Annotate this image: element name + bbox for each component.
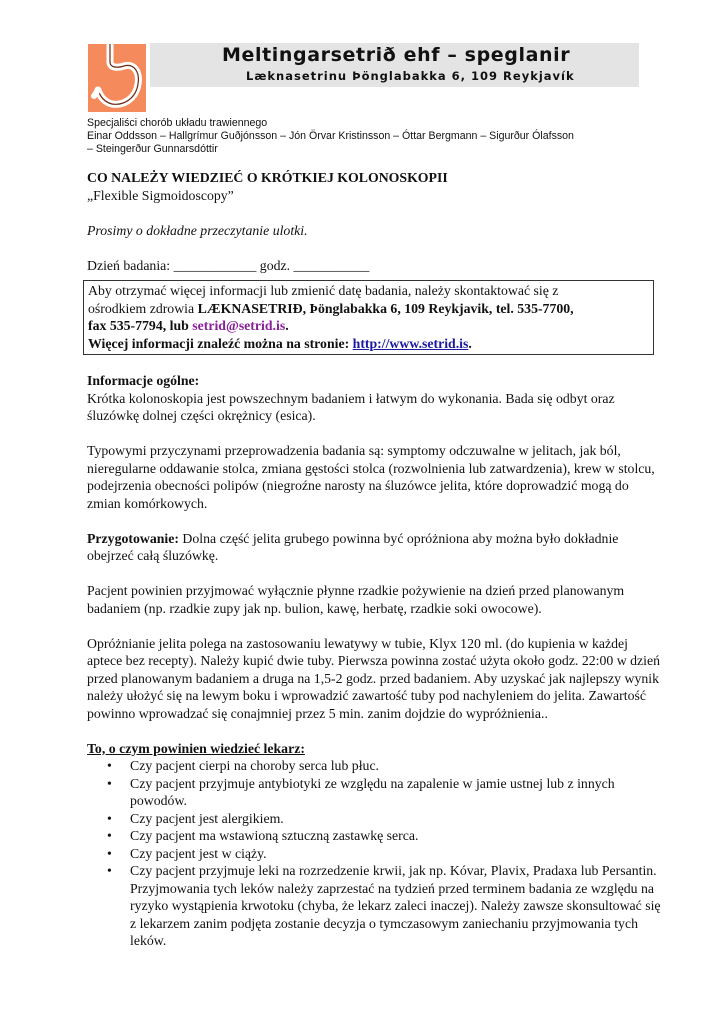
contact-line1: Aby otrzymać więcej informacji lub zmienić datę badania, należy skontaktować się z: [88, 283, 559, 298]
general-text: Krótka kolonoskopia jest powszechnym badaniem i łatwym do wykonania. Bada się odbyt oraz śluzówkę dolnej części okrężnicy (esica).: [87, 390, 615, 423]
list-item-text: Czy pacjent jest alergikiem.: [130, 810, 284, 826]
doc-title: CO NALEŻY WIEDZIEĆ O KRÓTKIEJ KOLONOSKOPII: [87, 170, 448, 185]
list-item: [87, 810, 662, 828]
bullet: •: [107, 845, 112, 861]
bullet: •: [107, 758, 112, 773]
read-notice: Prosimy o dokładne przeczytanie ulotki.: [87, 222, 308, 238]
staff-names: Einar Oddsson – Hallgrímur Guðjónsson – Jón Örvar Kristinsson – Óttar Bergmann – Sigurður Ólafsson: [87, 130, 574, 142]
list-item-text: Czy pacjent ma wstawioną sztuczną zastawkę serca.: [130, 828, 419, 843]
reasons-text: Typowymi przyczynami przeprowadzenia badania są: symptomy odczuwalne w jelitach, jak ból, nieregularne oddawanie stolca, zmiana gęstości stolca (rozwolnienia lub zatwardzenia), krew w stolcu, podejrzenia obecności polipów (niegroźne narosty na śluzówce jelita, które doprowadzić mogą do zmian komórkowych.: [87, 443, 655, 511]
bullet: •: [107, 775, 112, 791]
contact-line4-end: .: [468, 335, 472, 351]
general-heading: Informacje ogólne:: [87, 373, 200, 388]
website-link[interactable]: http://www.setrid.is: [352, 335, 469, 351]
doc-subtitle: „Flexible Sigmoidoscopy”: [87, 187, 234, 203]
list-item-text: Czy pacjent jest w ciąży.: [130, 845, 267, 861]
list-item: [87, 862, 662, 950]
bullet: •: [107, 828, 112, 843]
staff-specialty: Specjaliści chorób układu trawiennego: [87, 117, 268, 129]
list-item: [87, 757, 662, 775]
prep-text: Dolna część jelita grubego powinna być opróżniona aby można było dokładnie obejrzeć całą śluzówkę.: [87, 530, 619, 563]
enema-text: Opróżnianie jelita polega na zastosowaniu lewatywy w tubie, Klyx 120 ml. (do kupienia w każdej aptece bez recepty). Należy kupić dwie tuby. Pierwsza powinna zostać użyta około godz. 22:00 w dzień przed planowanym badaniem a druga na 1,5-2 godz. przed badaniem. Aby uzyskać jak najlepszy wynik należy ułożyć się na lewym boku i wprowadzić zawartość tuby pod nachyleniem do jelita. Zawartość powinno wprowadzać się conajmniej przez 5 min. zanim dojdzie do wypróżnienia..: [87, 635, 661, 721]
list-item-text: Czy pacjent przyjmuje leki na rozrzedzenie krwii, jak np. Kóvar, Plavix, Pradaxa lub Persantin. Przyjmowania tych leków należy zaprzestać na tydzień przed terminem badania ze względu na ryzyko wystąpienia krwotoku (chyba, że lekarz zaleci inaczej). Należy zawsze skonsultować się z lekarzem zanim podjęta zostanie decyzja o tymczasowym zaniechaniu przyjmowania tych leków.: [130, 863, 661, 948]
company-name: Meltingarsetrið ehf – speglanir: [222, 44, 571, 66]
list-item: [87, 775, 662, 810]
list-item: [87, 845, 662, 863]
doctor-list: [87, 757, 662, 950]
prep-heading: Przygotowanie:: [87, 530, 179, 546]
list-item: [87, 827, 662, 845]
contact-clinic: LÆKNASETRIÐ, Þönglabakka 6, 109 Reykjavik, tel. 535-7700,: [197, 300, 574, 316]
prep-paragraph: [87, 530, 662, 565]
staff-list: [87, 117, 647, 156]
bullet: •: [107, 863, 112, 878]
stomach-logo-icon: [88, 44, 146, 112]
contact-line3-end: .: [285, 318, 289, 333]
bullet: •: [107, 810, 112, 826]
contact-line2: [88, 300, 649, 318]
staff-names-cont: – Steingerður Gunnarsdóttir: [87, 143, 218, 155]
contact-box: [83, 280, 654, 355]
contact-line2-plain: ośrodkiem zdrowia: [88, 300, 198, 316]
contact-web-label: Więcej informacji znaleźć można na stronie:: [88, 335, 353, 351]
contact-email-link[interactable]: setrid@setrid.is: [192, 318, 286, 333]
company-address: Læknasetrinu Þönglabakka 6, 109 Reykjavík: [246, 69, 575, 83]
list-item-text: Czy pacjent cierpi na choroby serca lub płuc.: [130, 758, 380, 773]
contact-line4: [88, 335, 649, 353]
contact-line3: [88, 317, 649, 335]
diet-text: Pacjent powinien przyjmować wyłącznie płynne rzadkie pożywienie na dzień przed planowanym badaniem (np. rzadkie zupy jak np. bulion, kawę, herbatę, rzadkie soki owocowe).: [87, 583, 625, 616]
doctor-heading: To, o czym powinien wiedzieć lekarz:: [87, 740, 305, 756]
exam-date-line: Dzień badania: ____________ godz. ___________: [87, 257, 370, 273]
contact-fax: fax 535-7794, lub: [88, 318, 193, 333]
document-body: [87, 169, 662, 950]
list-item-text: Czy pacjent przyjmuje antybiotyki ze względu na zapalenie w jamie ustnej lub z innych powodów.: [130, 775, 615, 808]
